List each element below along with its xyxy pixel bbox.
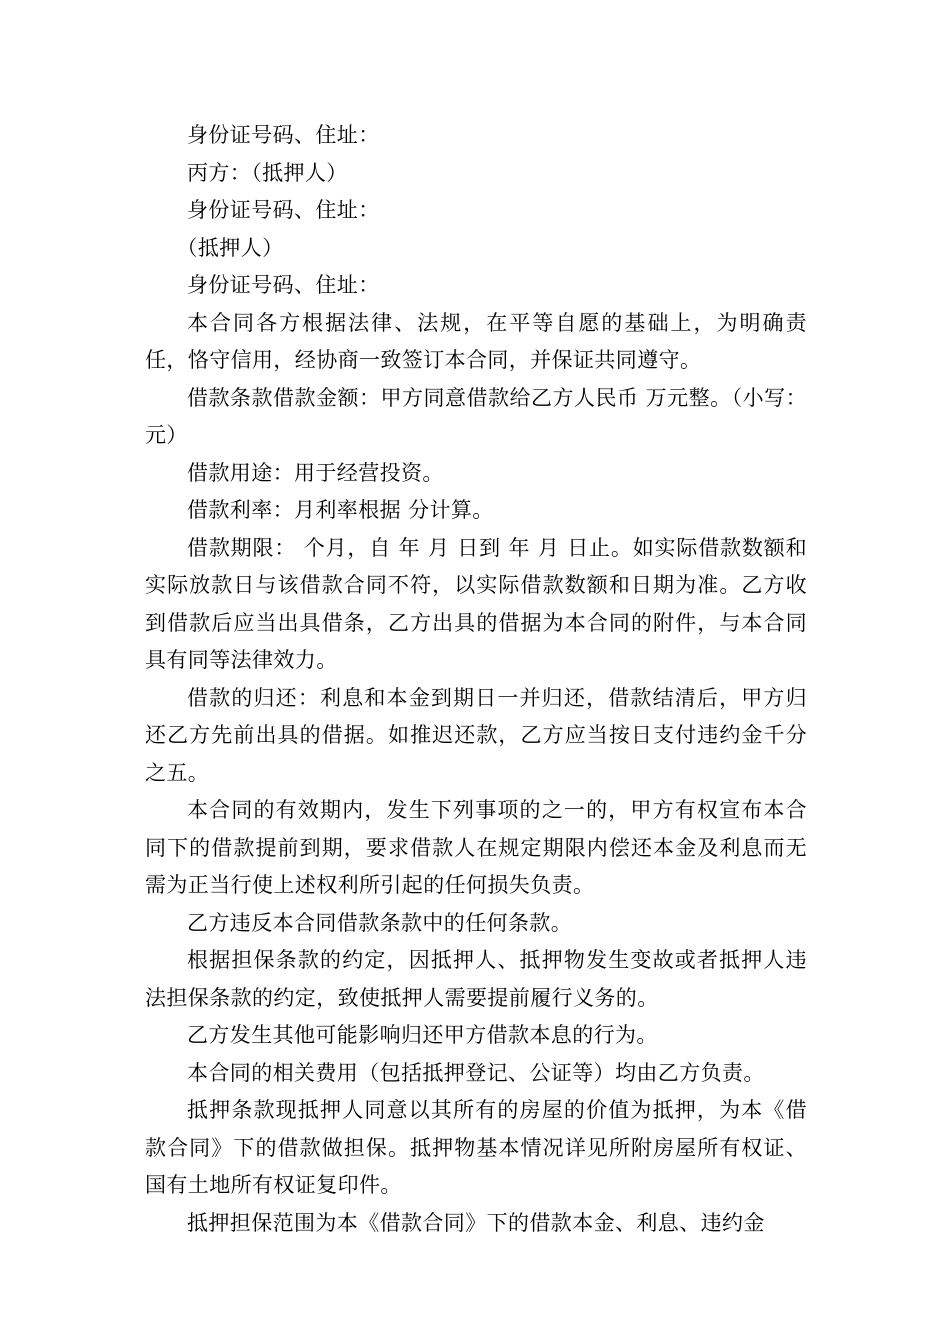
- paragraph-id-address-2: 身份证号码、住址：: [187, 198, 380, 222]
- paragraph-other-behavior: 乙方发生其他可能影响归还甲方借款本息的行为。: [187, 1023, 658, 1047]
- paragraph-breach-clause: 乙方违反本合同借款条款中的任何条款。: [187, 910, 573, 935]
- paragraph-party-c-mortgagor: 丙方：（抵押人）: [187, 160, 348, 185]
- paragraph-early-maturity: 本合同的有效期内，发生下列事项的之一的，甲方有权宣布本合同下的借款提前到期，要求借款人在规定期限内偿还本金及利息而无需为正当行使上述权利所引起的任何损失负责。: [145, 798, 807, 897]
- paragraph-loan-term: 借款期限： 个月，自 年 月 日到 年 月 日止。如实际借款数额和实际放款日与该借款合同不符，以实际借款数额和日期为准。乙方收到借款后应当出具借条，乙方出具的借据为本合同的附件，与本合同具有同等法律效力。: [145, 535, 807, 672]
- paragraph-loan-purpose: 借款用途：用于经营投资。: [187, 460, 444, 485]
- paragraph-fees: 本合同的相关费用（包括抵押登记、公证等）均由乙方负责。: [187, 1060, 765, 1085]
- paragraph-mortgage-terms: 抵押条款现抵押人同意以其所有的房屋的价值为抵押，为本《借款合同》下的借款做担保。抵押物基本情况详见所附房屋所有权证、国有土地所有权证复印件。: [145, 1098, 807, 1197]
- paragraph-id-address-3: 身份证号码、住址：: [187, 273, 380, 297]
- paragraph-loan-repayment: 借款的归还：利息和本金到期日一并归还，借款结清后，甲方归还乙方先前出具的借据。如推迟还款，乙方应当按日支付违约金千分之五。: [145, 685, 807, 785]
- paragraph-mortgage-scope: 抵押担保范围为本《借款合同》下的借款本金、利息、违约金: [187, 1210, 765, 1235]
- paragraph-id-address-1: 身份证号码、住址：: [187, 123, 380, 147]
- paragraph-loan-rate: 借款利率：月利率根据 分计算。: [187, 498, 494, 522]
- paragraph-mortgagor: （抵押人）: [176, 235, 284, 260]
- paragraph-guarantee-clause: 根据担保条款的约定，因抵押人、抵押物发生变故或者抵押人违法担保条款的约定，致使抵押人需要提前履行义务的。: [145, 948, 807, 1010]
- paragraph-preamble: 本合同各方根据法律、法规，在平等自愿的基础上，为明确责任，恪守信用，经协商一致签订本合同，并保证共同遵守。: [145, 310, 807, 372]
- paragraph-loan-amount: 借款条款借款金额：甲方同意借款给乙方人民币 万元整。（小写： 元）: [145, 385, 807, 447]
- document-body: [145, 117, 807, 1242]
